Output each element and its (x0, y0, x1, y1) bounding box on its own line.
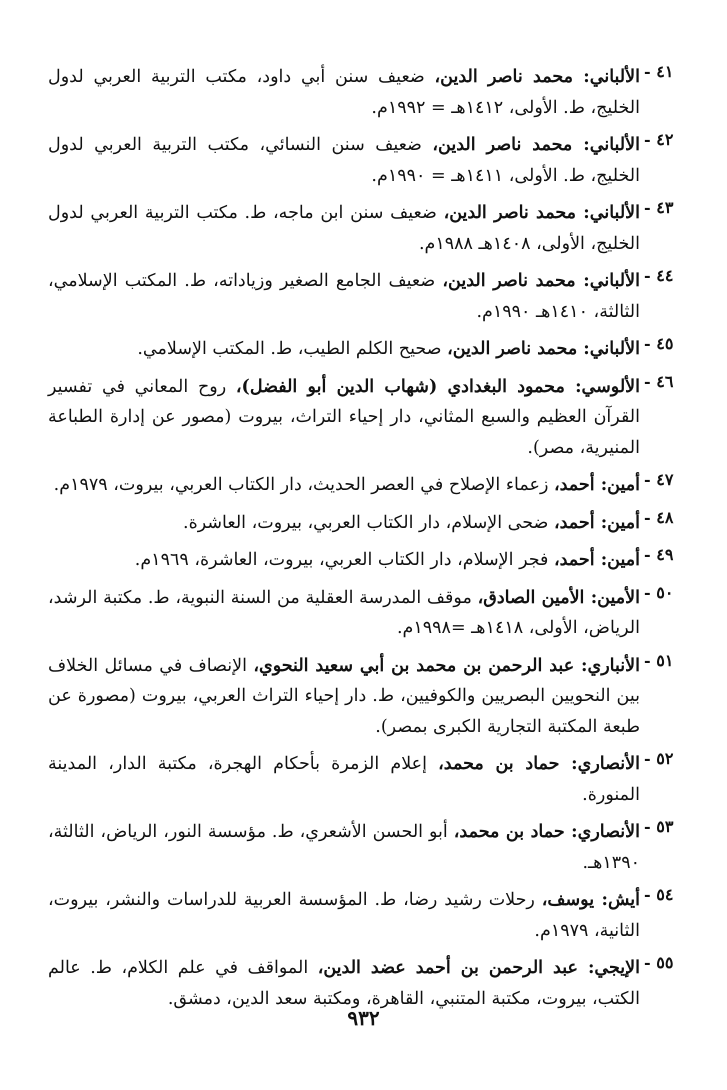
entry-author: الأمين: الأمين الصادق، (477, 587, 640, 608)
entry-text (48, 62, 640, 123)
entry-number: ٥٢ - (644, 749, 674, 768)
entry-text (48, 372, 640, 464)
entry-author: الألوسي: محمود البغدادي (شهاب الدين أبو الفضل)، (235, 376, 641, 397)
entry-details: ضحى الإسلام، دار الكتاب العربي، بيروت، العاشرة. (183, 512, 554, 533)
entry-author: الأنباري: عبد الرحمن بن محمد بن أبي سعيد النحوي، (253, 655, 640, 676)
reference-entry (48, 749, 686, 810)
bibliography-list (48, 62, 686, 1021)
entry-number: ٤٣ - (644, 198, 674, 217)
entry-text (48, 130, 640, 191)
entry-number: ٤٩ - (644, 545, 674, 564)
entry-text (48, 953, 640, 1014)
entry-author: الألباني: محمد ناصر الدين، (443, 203, 640, 223)
entry-author: الألباني: محمد ناصر الدين، (442, 271, 640, 291)
reference-entry (48, 266, 686, 327)
entry-text (48, 885, 640, 946)
entry-number: ٤٧ - (644, 470, 674, 489)
entry-details: أبو الحسن الأشعري، ط. مؤسسة النور، الرياض، الثالثة، ١٣٩٠هـ. (48, 822, 640, 873)
entry-details: فجر الإسلام، دار الكتاب العربي، بيروت، العاشرة، ١٩٦٩م. (134, 550, 554, 570)
page-number: ٩٣٢ (347, 1006, 380, 1030)
entry-number: ٥٥ - (644, 953, 674, 972)
entry-details: الإنصاف في مسائل الخلاف بين النحويين البصريين والكوفيين، ط. دار إحياء التراث العربي، بيروت (مصورة عن طبعة المكتبة التجارية الكبرى بمصر). (48, 655, 640, 737)
entry-details: المواقف في علم الكلام، ط. عالم الكتب، بيروت، مكتبة المتنبي، القاهرة، ومكتبة سعد الدين، دمشق. (48, 958, 640, 1009)
reference-entry (48, 334, 686, 365)
entry-details: ضعيف سنن ابن ماجه، ط. مكتب التربية العربي لدول الخليج، الأولى، ١٤٠٨هـ ١٩٨٨م. (48, 203, 640, 254)
entry-text (48, 334, 640, 365)
entry-details: روح المعاني في تفسير القرآن العظيم والسبع المثاني، دار إحياء التراث، بيروت (مصور عن إدارة الطباعة المنيرية، مصر). (48, 376, 640, 458)
reference-entry (48, 885, 686, 946)
reference-entry (48, 130, 686, 191)
entry-details: موقف المدرسة العقلية من السنة النبوية، ط. مكتبة الرشد، الرياض، الأولى، ١٤١٨هـ =١٩٩٨م. (48, 587, 640, 638)
entry-text (48, 545, 640, 576)
entry-number: ٤١ - (644, 62, 674, 81)
entry-details: رحلات رشيد رضا، ط. المؤسسة العربية للدراسات والنشر، بيروت، الثانية، ١٩٧٩م. (48, 890, 640, 941)
entry-author: أمين: أحمد، (553, 512, 640, 533)
entry-text (48, 266, 640, 327)
entry-author: الألباني: محمد ناصر الدين، (434, 67, 640, 87)
entry-text (48, 583, 640, 644)
entry-text (48, 817, 640, 878)
entry-number: ٤٢ - (644, 130, 674, 149)
entry-number: ٥٠ - (644, 582, 674, 602)
reference-entry (48, 62, 686, 123)
entry-text (48, 470, 640, 501)
entry-number: ٥١ - (644, 650, 674, 670)
entry-text (48, 651, 640, 743)
entry-author: الإيجي: عبد الرحمن بن أحمد عضد الدين، (317, 958, 640, 978)
entry-author: أيش: يوسف، (541, 890, 640, 910)
entry-details: زعماء الإصلاح في العصر الحديث، دار الكتاب العربي، بيروت، ١٩٧٩م. (53, 475, 554, 495)
reference-entry (48, 651, 686, 743)
entry-number: ٤٤ - (644, 266, 674, 285)
entry-author: الأنصاري: حماد بن محمد، (453, 822, 641, 842)
reference-entry (48, 545, 686, 576)
entry-text (48, 508, 640, 539)
entry-details: إعلام الزمرة بأحكام الهجرة، مكتبة الدار، المدينة المنورة. (48, 754, 640, 805)
reference-entry (48, 953, 686, 1014)
entry-text (48, 198, 640, 259)
reference-entry (48, 508, 686, 539)
entry-number: ٥٤ - (644, 885, 674, 904)
entry-details: ضعيف الجامع الصغير وزياداته، ط. المكتب الإسلامي، الثالثة، ١٤١٠هـ ١٩٩٠م. (48, 271, 640, 322)
reference-entry (48, 583, 686, 644)
reference-entry (48, 198, 686, 259)
entry-number: ٤٥ - (644, 334, 674, 353)
entry-details: ضعيف سنن النسائي، مكتب التربية العربي لدول الخليج، ط. الأولى، ١٤١١هـ = ١٩٩٠م. (48, 135, 640, 186)
reference-entry (48, 372, 686, 464)
entry-author: الألباني: محمد ناصر الدين، (432, 135, 640, 155)
entry-author: أمين: أحمد، (553, 550, 640, 570)
reference-entry (48, 817, 686, 878)
entry-details: ضعيف سنن أبي داود، مكتب التربية العربي لدول الخليج، ط. الأولى، ١٤١٢هـ = ١٩٩٢م. (48, 67, 640, 118)
entry-text (48, 749, 640, 810)
entry-number: ٤٨ - (644, 507, 674, 527)
entry-author: الأنصاري: حماد بن محمد، (438, 754, 640, 774)
entry-number: ٥٣ - (644, 817, 674, 836)
entry-details: صحيح الكلم الطيب، ط. المكتب الإسلامي. (137, 339, 448, 359)
entry-author: الألباني: محمد ناصر الدين، (447, 339, 640, 359)
reference-entry (48, 470, 686, 501)
entry-number: ٤٦ - (644, 371, 674, 391)
entry-author: أمين: أحمد، (553, 475, 640, 495)
